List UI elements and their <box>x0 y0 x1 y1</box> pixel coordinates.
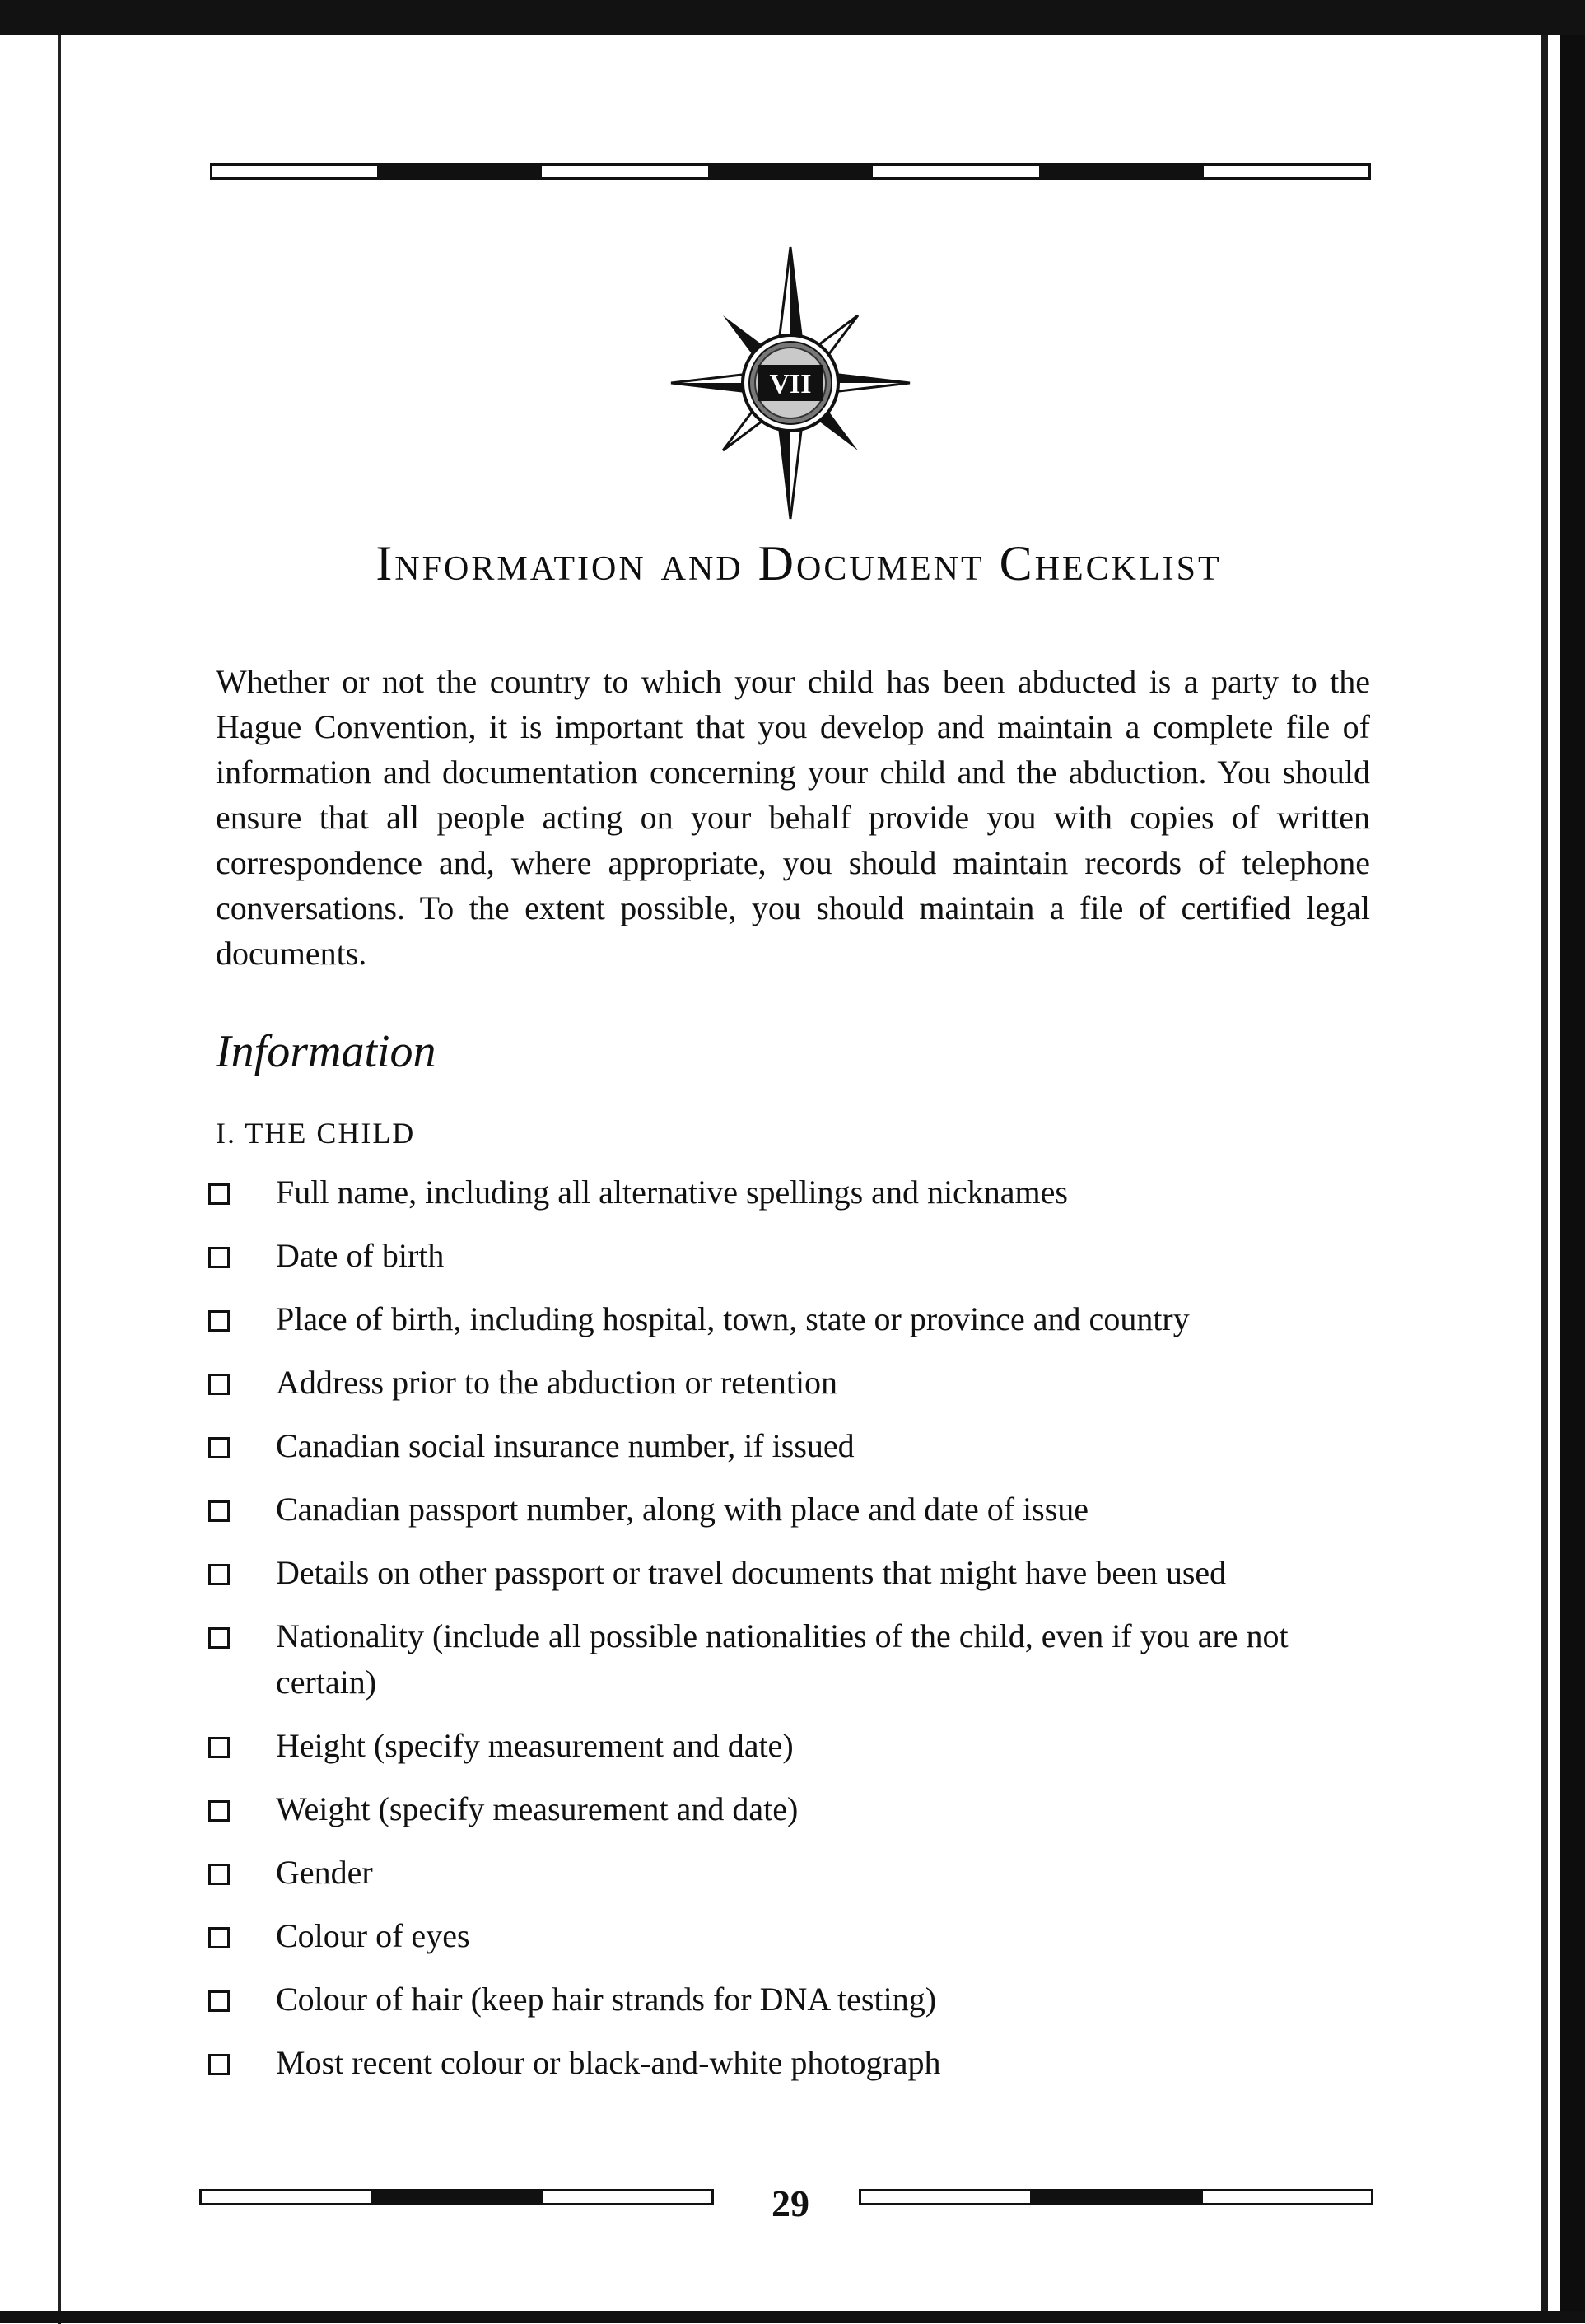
checkbox-icon[interactable] <box>208 2054 230 2075</box>
bottom-decorative-rule-left <box>199 2186 714 2208</box>
checklist-item <box>206 1296 1383 1342</box>
checklist-item <box>206 1233 1383 1279</box>
scan-border-bottom <box>0 2311 1585 2323</box>
scan-border-top <box>0 0 1585 35</box>
scan-border-left <box>58 35 61 2324</box>
bottom-decorative-rule-right <box>859 2186 1373 2208</box>
compass-rose-emblem-icon <box>667 243 914 523</box>
checklist-item-text: Full name, including all alternative spellings and nicknames <box>276 1174 1068 1211</box>
checklist-item <box>206 1360 1383 1406</box>
checklist-item <box>206 1913 1383 1959</box>
scan-border-right <box>1541 35 1548 2320</box>
checklist-item <box>206 1169 1383 1216</box>
checkbox-icon[interactable] <box>208 1437 230 1458</box>
checkbox-icon[interactable] <box>208 1183 230 1205</box>
checklist-item <box>206 1850 1383 1896</box>
checkbox-icon[interactable] <box>208 1990 230 2012</box>
checkbox-icon[interactable] <box>208 1864 230 1885</box>
checklist-item <box>206 1486 1383 1533</box>
top-decorative-rule <box>210 161 1371 182</box>
checkbox-icon[interactable] <box>208 1627 230 1649</box>
checkbox-icon[interactable] <box>208 1500 230 1522</box>
checklist <box>206 1169 1383 2103</box>
checklist-item-text: Colour of eyes <box>276 1917 470 1954</box>
intro-paragraph: Whether or not the country to which your child has been abducted is a party to the Hague Convention, it is important that you develop and maintain a complete file of information and documentation concerning your child and the abduction. You should ensure that all people acting on your behalf provide you with copies of written correspondence and, where appropriate, you should maintain records of telephone conversations. To the extent possible, you should maintain a file of certified legal documents. <box>216 663 1370 972</box>
checklist-item-text: Details on other passport or travel documents that might have been used <box>276 1554 1227 1591</box>
checkbox-icon[interactable] <box>208 1564 230 1585</box>
chapter-numeral: VII <box>769 369 812 399</box>
checklist-item <box>206 1550 1383 1596</box>
checklist-item <box>206 1423 1383 1469</box>
checkbox-icon[interactable] <box>208 1310 230 1332</box>
checklist-item-text: Address prior to the abduction or retention <box>276 1364 838 1401</box>
checklist-item-text: Weight (specify measurement and date) <box>276 1790 799 1827</box>
checkbox-icon[interactable] <box>208 1800 230 1822</box>
checklist-item-text: Most recent colour or black-and-white photograph <box>276 2044 941 2081</box>
checklist-item-text: Nationality (include all possible nationalities of the child, even if you are not certain) <box>276 1617 1289 1701</box>
checkbox-icon[interactable] <box>208 1247 230 1268</box>
section-heading: Information <box>216 1026 436 1077</box>
checklist-item-text: Colour of hair (keep hair strands for DNA testing) <box>276 1981 937 2018</box>
checklist-item-text: Canadian social insurance number, if issued <box>276 1427 855 1464</box>
page-number: 29 <box>772 2182 809 2224</box>
scan-border-right-outer <box>1560 35 1585 2323</box>
page-title: Information and Document Checklist <box>375 536 1222 590</box>
checkbox-icon[interactable] <box>208 1737 230 1758</box>
checklist-item <box>206 1723 1383 1769</box>
checkbox-icon[interactable] <box>208 1927 230 1948</box>
subsection-heading: I. THE CHILD <box>216 1117 416 1150</box>
checklist-item-text: Date of birth <box>276 1237 445 1274</box>
checklist-item-text: Canadian passport number, along with place and date of issue <box>276 1491 1089 1528</box>
checklist-item <box>206 1613 1383 1706</box>
checkbox-icon[interactable] <box>208 1374 230 1395</box>
checklist-item-text: Place of birth, including hospital, town, state or province and country <box>276 1300 1190 1337</box>
checklist-item <box>206 1786 1383 1832</box>
checklist-item-text: Height (specify measurement and date) <box>276 1727 794 1764</box>
checklist-item <box>206 2040 1383 2086</box>
checklist-item-text: Gender <box>276 1854 373 1891</box>
checklist-item <box>206 1976 1383 2023</box>
